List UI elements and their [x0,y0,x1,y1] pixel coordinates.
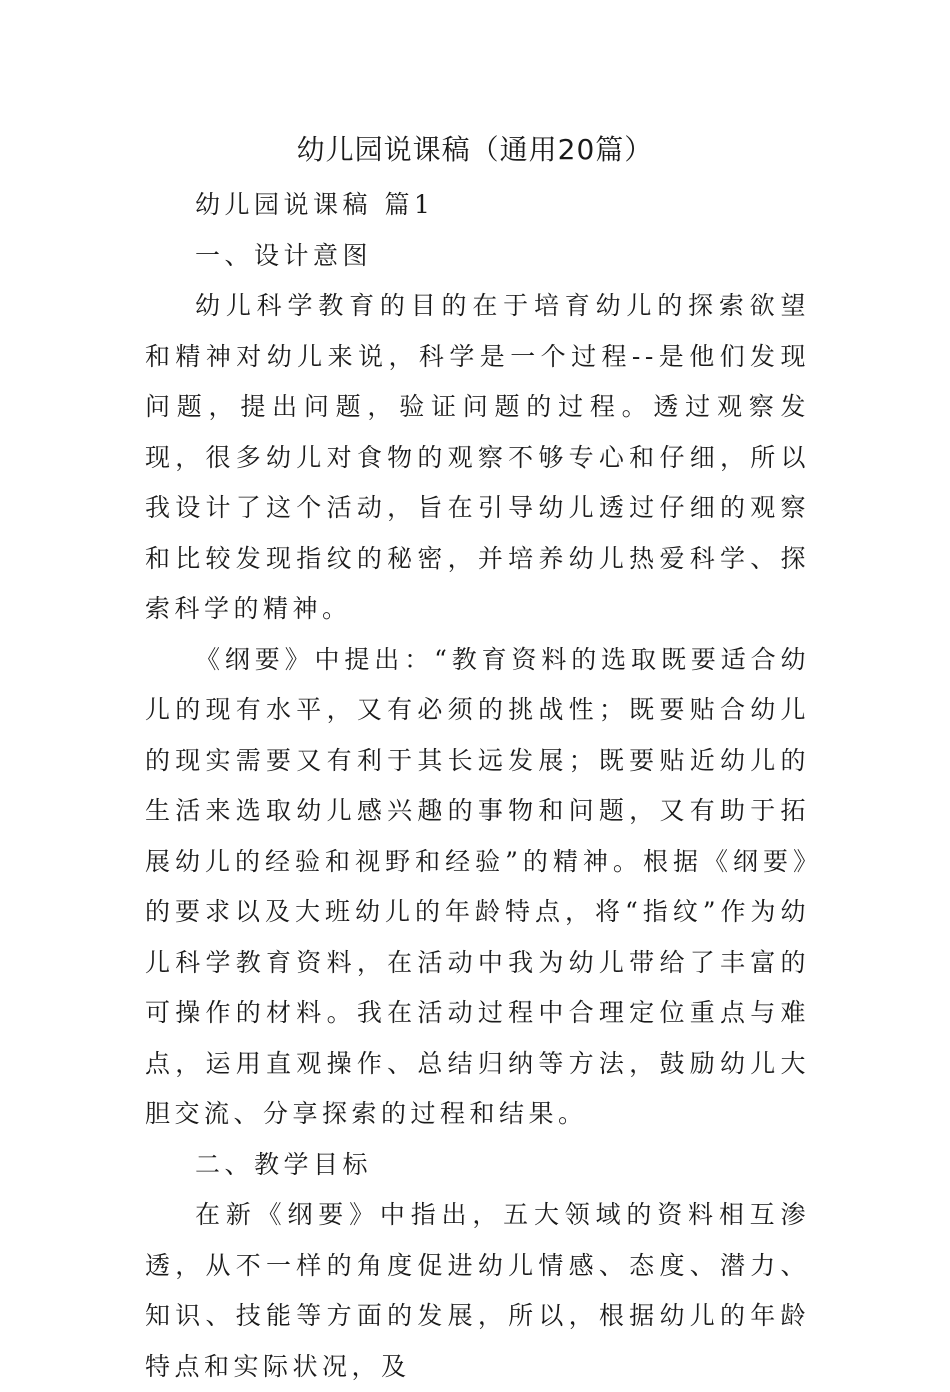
paragraph-guidelines-quote: 《纲要》中提出：“教育资料的选取既要适合幼儿的现有水平，又有必须的挑战性；既要贴合幼儿的现实需要又有利于其长远发展；既要贴近幼儿的生活来选取幼儿感兴趣的事物和问题，又有助于拓展幼儿的经验和视野和经验”的精神。根据《纲要》的要求以及大班幼儿的年龄特点，将“指纹”作为幼儿科学教育资料，在活动中我为幼儿带给了丰富的可操作的材料。我在活动过程中合理定位重点与难点，运用直观操作、总结归纳等方法，鼓励幼儿大胆交流、分享探索的过程和结果。 [145,644,810,1128]
section-subtitle: 幼儿园说课稿 篇1 [195,190,435,219]
section-heading-teaching-goals: 二、教学目标 [195,1149,373,1179]
paragraph-five-domains: 在新《纲要》中指出，五大领域的资料相互渗透，从不一样的角度促进幼儿情感、态度、潜力、知识、技能等方面的发展，所以，根据幼儿的年龄特点和实际状况，及 [145,1200,810,1381]
document-body [145,180,810,1392]
document-title: 幼儿园说课稿（通用20篇） [296,133,654,166]
paragraph-science-education: 幼儿科学教育的目的在于培育幼儿的探索欲望和精神对幼儿来说，科学是一个过程--是他们发现问题，提出问题，验证问题的过程。透过观察发现，很多幼儿对食物的观察不够专心和仔细，所以我设计了这个活动，旨在引导幼儿透过仔细的观察和比较发现指纹的秘密，并培养幼儿热爱科学、探索科学的精神。 [145,291,810,623]
section-heading-design-intent: 一、设计意图 [195,240,373,270]
